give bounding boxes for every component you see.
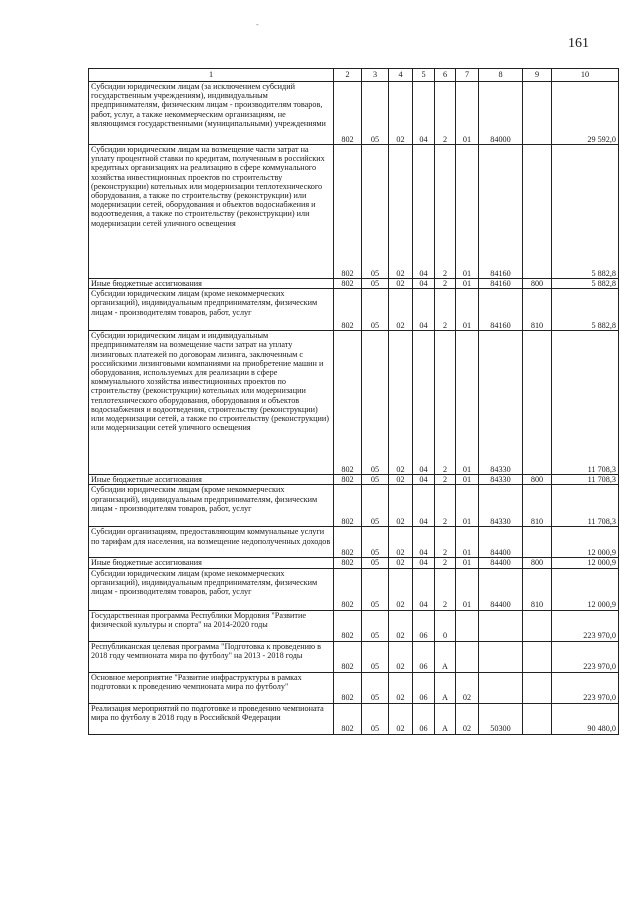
row-code-9 — [523, 672, 552, 703]
row-code-4: 02 — [389, 82, 413, 145]
row-code-2: 802 — [334, 610, 362, 641]
row-code-7: 01 — [456, 331, 479, 475]
row-code-2: 802 — [334, 485, 362, 527]
row-code-6: 0 — [435, 610, 456, 641]
scan-mark: - — [256, 20, 259, 29]
row-amount: 223 970,0 — [552, 641, 619, 672]
row-code-4: 02 — [389, 568, 413, 610]
row-code-4: 02 — [389, 641, 413, 672]
row-code-7: 01 — [456, 568, 479, 610]
row-code-8: 50300 — [479, 703, 523, 734]
row-code-4: 02 — [389, 558, 413, 568]
row-code-9: 810 — [523, 568, 552, 610]
table-row — [89, 558, 619, 568]
row-code-7: 02 — [456, 703, 479, 734]
row-code-4: 02 — [389, 527, 413, 558]
column-header-4: 4 — [389, 69, 413, 82]
row-code-4: 02 — [389, 475, 413, 485]
row-code-9 — [523, 703, 552, 734]
column-header-10: 10 — [552, 69, 619, 82]
row-description: Иные бюджетные ассигнования — [89, 475, 334, 485]
row-code-9 — [523, 641, 552, 672]
row-description: Государственная программа Республики Мордовия "Развитие физической культуры и спорта" на 2014-2020 годы — [89, 610, 334, 641]
row-code-6: А — [435, 672, 456, 703]
row-code-2: 802 — [334, 703, 362, 734]
table-row — [89, 475, 619, 485]
row-code-4: 02 — [389, 145, 413, 279]
table-row — [89, 279, 619, 289]
row-code-6: 2 — [435, 82, 456, 145]
row-amount: 12 000,9 — [552, 568, 619, 610]
row-code-4: 02 — [389, 331, 413, 475]
row-code-5: 06 — [413, 610, 435, 641]
page-number: 161 — [568, 36, 589, 51]
row-code-3: 05 — [362, 279, 389, 289]
row-description: Иные бюджетные ассигнования — [89, 558, 334, 568]
row-code-2: 802 — [334, 568, 362, 610]
row-code-6: 2 — [435, 558, 456, 568]
row-code-2: 802 — [334, 145, 362, 279]
row-code-8: 84160 — [479, 289, 523, 331]
row-amount: 12 000,9 — [552, 527, 619, 558]
row-code-9 — [523, 145, 552, 279]
row-code-3: 05 — [362, 568, 389, 610]
table-row — [89, 610, 619, 641]
table-body — [89, 82, 619, 735]
row-code-6: 2 — [435, 527, 456, 558]
row-code-2: 802 — [334, 641, 362, 672]
column-header-2: 2 — [334, 69, 362, 82]
row-code-5: 04 — [413, 485, 435, 527]
row-code-5: 06 — [413, 703, 435, 734]
row-code-5: 04 — [413, 331, 435, 475]
row-code-6: А — [435, 641, 456, 672]
row-code-8 — [479, 610, 523, 641]
table-row — [89, 641, 619, 672]
table-row — [89, 703, 619, 734]
row-code-3: 05 — [362, 527, 389, 558]
row-code-3: 05 — [362, 145, 389, 279]
column-header-6: 6 — [435, 69, 456, 82]
row-code-7: 01 — [456, 145, 479, 279]
row-code-2: 802 — [334, 289, 362, 331]
row-code-5: 06 — [413, 672, 435, 703]
row-code-6: 2 — [435, 475, 456, 485]
row-code-8: 84400 — [479, 568, 523, 610]
row-code-9: 810 — [523, 485, 552, 527]
row-code-9: 800 — [523, 558, 552, 568]
row-code-7: 01 — [456, 82, 479, 145]
row-code-5: 04 — [413, 475, 435, 485]
row-description: Субсидии юридическим лицам и индивидуальным предпринимателям на возмещение части затрат на уплату лизинговых платежей по договорам лизинга, заключенным с российскими лизинговыми компаниями на приобретение машин и оборудования, используемых для реализации в сфере коммунального хозяйства инвестиционных проектов по строительству (реконструкции) котельных или модернизации теплотехнического оборудования, оборудования и объектов водоснабжения и водоотведения, строительству (реконструкции) или модернизации сетей, а также по строительству (реконструкции) или модернизации сетей уличного освещения — [89, 331, 334, 475]
row-amount: 5 882,8 — [552, 289, 619, 331]
row-amount: 5 882,8 — [552, 279, 619, 289]
table-row — [89, 289, 619, 331]
column-header-9: 9 — [523, 69, 552, 82]
row-code-5: 06 — [413, 641, 435, 672]
table-row — [89, 331, 619, 475]
row-description: Иные бюджетные ассигнования — [89, 279, 334, 289]
row-code-5: 04 — [413, 145, 435, 279]
row-code-2: 802 — [334, 527, 362, 558]
row-amount: 29 592,0 — [552, 82, 619, 145]
row-code-2: 802 — [334, 82, 362, 145]
row-code-3: 05 — [362, 610, 389, 641]
table-row — [89, 485, 619, 527]
row-code-3: 05 — [362, 703, 389, 734]
row-amount: 11 708,3 — [552, 331, 619, 475]
row-code-4: 02 — [389, 289, 413, 331]
row-code-3: 05 — [362, 641, 389, 672]
row-code-4: 02 — [389, 672, 413, 703]
row-code-8 — [479, 641, 523, 672]
row-code-7: 01 — [456, 279, 479, 289]
row-code-5: 04 — [413, 82, 435, 145]
row-code-4: 02 — [389, 485, 413, 527]
row-code-8: 84000 — [479, 82, 523, 145]
row-code-6: 2 — [435, 279, 456, 289]
row-code-3: 05 — [362, 672, 389, 703]
row-code-8 — [479, 672, 523, 703]
row-code-9: 800 — [523, 475, 552, 485]
row-description: Субсидии юридическим лицам на возмещение части затрат на уплату процентной ставки по кредитам, полученным в российских кредитных организациях на реализацию в сфере коммунального хозяйства инвестиционных проектов по строительству (реконструкции) котельных или модернизации теплотехнического оборудования, а также по строительству (реконструкции) или модернизации сетей, оборудования и объектов водоснабжения и водоотведения, а также по строительству (реконструкции) или модернизации сетей уличного освещения — [89, 145, 334, 279]
row-amount: 223 970,0 — [552, 672, 619, 703]
row-amount: 12 000,9 — [552, 558, 619, 568]
row-code-7: 02 — [456, 672, 479, 703]
row-code-8: 84330 — [479, 485, 523, 527]
row-code-7 — [456, 641, 479, 672]
row-code-3: 05 — [362, 558, 389, 568]
row-code-8: 84330 — [479, 475, 523, 485]
table-row — [89, 145, 619, 279]
table-row — [89, 672, 619, 703]
row-description: Республиканская целевая программа "Подготовка к проведению в 2018 году чемпионата мира по футболу" на 2013 - 2018 годы — [89, 641, 334, 672]
row-description: Субсидии юридическим лицам (за исключением субсидий государственным учреждениям), индивидуальным предпринимателям, физическим лицам - производителям товаров, работ, услуг, а также некоммерческим организациям, не являющимся государственными (муниципальными) учреждениями — [89, 82, 334, 145]
row-code-7: 01 — [456, 475, 479, 485]
row-code-9: 800 — [523, 279, 552, 289]
row-code-6: 2 — [435, 485, 456, 527]
row-code-9: 810 — [523, 289, 552, 331]
row-code-5: 04 — [413, 568, 435, 610]
row-code-5: 04 — [413, 527, 435, 558]
row-code-9 — [523, 527, 552, 558]
row-code-3: 05 — [362, 82, 389, 145]
table-row — [89, 568, 619, 610]
budget-table — [88, 68, 619, 735]
row-code-6: 2 — [435, 568, 456, 610]
row-code-5: 04 — [413, 279, 435, 289]
row-amount: 11 708,3 — [552, 485, 619, 527]
row-code-8: 84160 — [479, 279, 523, 289]
row-description: Субсидии юридическим лицам (кроме некоммерческих организаций), индивидуальным предпринимателям, физическим лицам - производителям товаров, работ, услуг — [89, 568, 334, 610]
row-code-9 — [523, 610, 552, 641]
row-code-7: 01 — [456, 558, 479, 568]
row-code-8: 84400 — [479, 527, 523, 558]
column-header-8: 8 — [479, 69, 523, 82]
row-code-3: 05 — [362, 331, 389, 475]
row-code-6: 2 — [435, 331, 456, 475]
row-description: Субсидии юридическим лицам (кроме некоммерческих организаций), индивидуальным предпринимателям, физическим лицам - производителям товаров, работ, услуг — [89, 289, 334, 331]
row-code-2: 802 — [334, 475, 362, 485]
row-amount: 223 970,0 — [552, 610, 619, 641]
row-code-2: 802 — [334, 331, 362, 475]
row-code-5: 04 — [413, 558, 435, 568]
row-amount: 90 480,0 — [552, 703, 619, 734]
column-header-1: 1 — [89, 69, 334, 82]
row-code-9 — [523, 331, 552, 475]
row-description: Субсидии юридическим лицам (кроме некоммерческих организаций), индивидуальным предпринимателям, физическим лицам - производителям товаров, работ, услуг — [89, 485, 334, 527]
row-code-2: 802 — [334, 558, 362, 568]
row-description: Основное мероприятие "Развитие инфраструктуры в рамках подготовки к проведению чемпионата мира по футболу" — [89, 672, 334, 703]
header-row — [89, 69, 619, 82]
row-code-9 — [523, 82, 552, 145]
table-row — [89, 527, 619, 558]
row-code-7: 01 — [456, 485, 479, 527]
row-code-5: 04 — [413, 289, 435, 331]
row-description: Реализация мероприятий по подготовке и проведению чемпионата мира по футболу в 2018 году в Российской Федерации — [89, 703, 334, 734]
row-code-6: А — [435, 703, 456, 734]
row-code-4: 02 — [389, 703, 413, 734]
row-code-3: 05 — [362, 289, 389, 331]
row-code-7: 01 — [456, 289, 479, 331]
row-code-6: 2 — [435, 145, 456, 279]
row-code-2: 802 — [334, 279, 362, 289]
row-code-4: 02 — [389, 279, 413, 289]
row-code-3: 05 — [362, 485, 389, 527]
row-code-3: 05 — [362, 475, 389, 485]
row-code-6: 2 — [435, 289, 456, 331]
column-header-3: 3 — [362, 69, 389, 82]
row-code-8: 84330 — [479, 331, 523, 475]
row-code-2: 802 — [334, 672, 362, 703]
row-code-7: 01 — [456, 527, 479, 558]
row-code-7 — [456, 610, 479, 641]
row-code-4: 02 — [389, 610, 413, 641]
row-amount: 5 882,8 — [552, 145, 619, 279]
column-header-5: 5 — [413, 69, 435, 82]
row-amount: 11 708,3 — [552, 475, 619, 485]
table-row — [89, 82, 619, 145]
row-code-8: 84400 — [479, 558, 523, 568]
row-description: Субсидии организациям, предоставляющим коммунальные услуги по тарифам для населения, на возмещение недополученных доходов — [89, 527, 334, 558]
column-header-7: 7 — [456, 69, 479, 82]
row-code-8: 84160 — [479, 145, 523, 279]
